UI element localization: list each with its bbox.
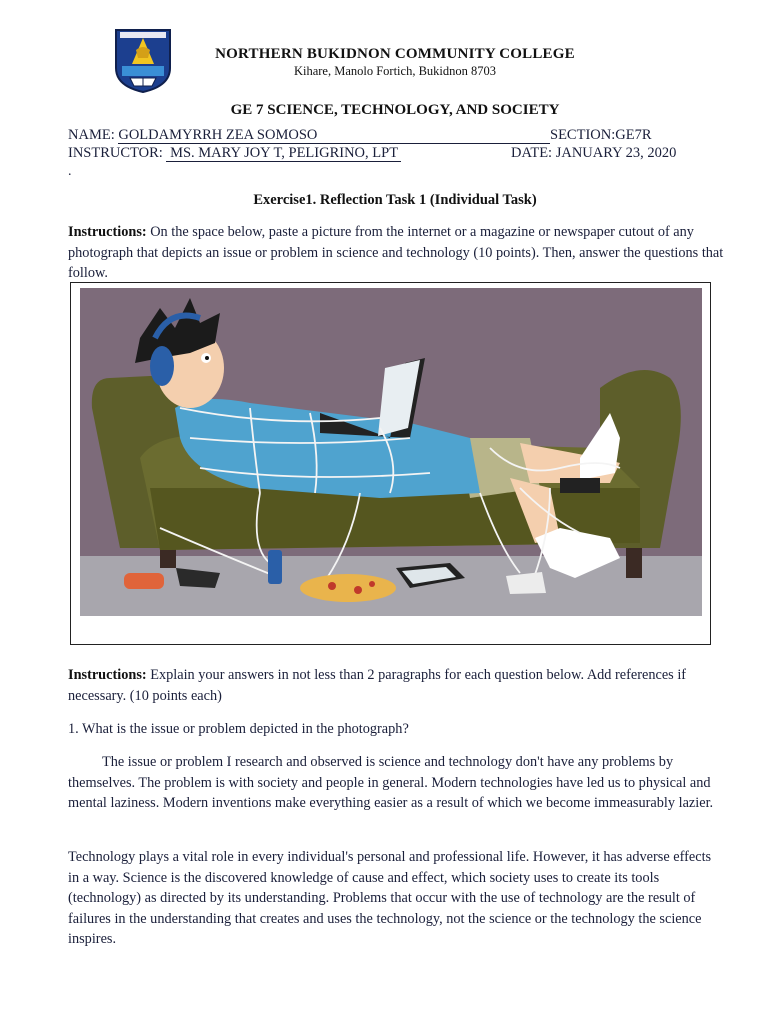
question-1: 1. What is the issue or problem depicted in the photograph? xyxy=(68,721,409,737)
instructor-value: MS. MARY JOY T, PELIGRINO, LPT xyxy=(166,145,402,161)
stray-mark: . xyxy=(68,164,72,179)
name-value: GOLDAMYRRH ZEA SOMOSO xyxy=(118,128,550,144)
instructions-text: On the space below, paste a picture from the internet or a magazine or newspaper cutout of any photograph that depicts an issue or problem in science and technology (10 points). Then, answer the questions that follow. xyxy=(68,224,724,281)
instructions-paragraph-1 xyxy=(68,222,724,284)
exercise-title: Exercise1. Reflection Task 1 (Individual Task) xyxy=(253,192,537,208)
instructions-label-2: Instructions: xyxy=(68,667,147,683)
name-label: NAME: xyxy=(68,127,119,143)
name-field xyxy=(68,127,550,144)
answer-1-paragraph-1: The issue or problem I research and observed is science and technology don't have any problems by themselves. The problem is with society and people in general. Modern technologies have led us to physical and mental laziness. Modern inventions make everything easier as a result of which we become immeasurably lazier. xyxy=(68,754,714,811)
instructions-label: Instructions: xyxy=(68,224,147,240)
instructor-label: INSTRUCTOR: xyxy=(68,145,167,161)
instructor-field xyxy=(68,145,401,162)
instructions-paragraph-2 xyxy=(68,665,724,706)
course-title: GE 7 SCIENCE, TECHNOLOGY, AND SOCIETY xyxy=(230,102,560,118)
instructions-text-2: Explain your answers in not less than 2 paragraphs for each question below. Add references if necessary. (10 points each) xyxy=(68,667,687,704)
college-name: NORTHERN BUKIDNON COMMUNITY COLLEGE xyxy=(215,46,575,62)
section-field: SECTION:GE7R xyxy=(550,127,652,143)
picture-frame xyxy=(70,282,711,645)
man-tangled-in-cables-on-sofa-icon xyxy=(80,288,702,616)
answer-1-paragraph-2: Technology plays a vital role in every individual's personal and professional life. However, it has adverse effects in a way. Science is the discovered knowledge of cause and effect, which society uses to create its tools (technology) as directed by its understanding. Problems that occur with the use of technology are the result of failures in the understanding that creates and uses the technology, not the science or the technology the science inspires. xyxy=(68,849,712,947)
college-address: Kihare, Manolo Fortich, Bukidnon 8703 xyxy=(293,64,497,78)
date-field: DATE: JANUARY 23, 2020 xyxy=(511,145,677,161)
